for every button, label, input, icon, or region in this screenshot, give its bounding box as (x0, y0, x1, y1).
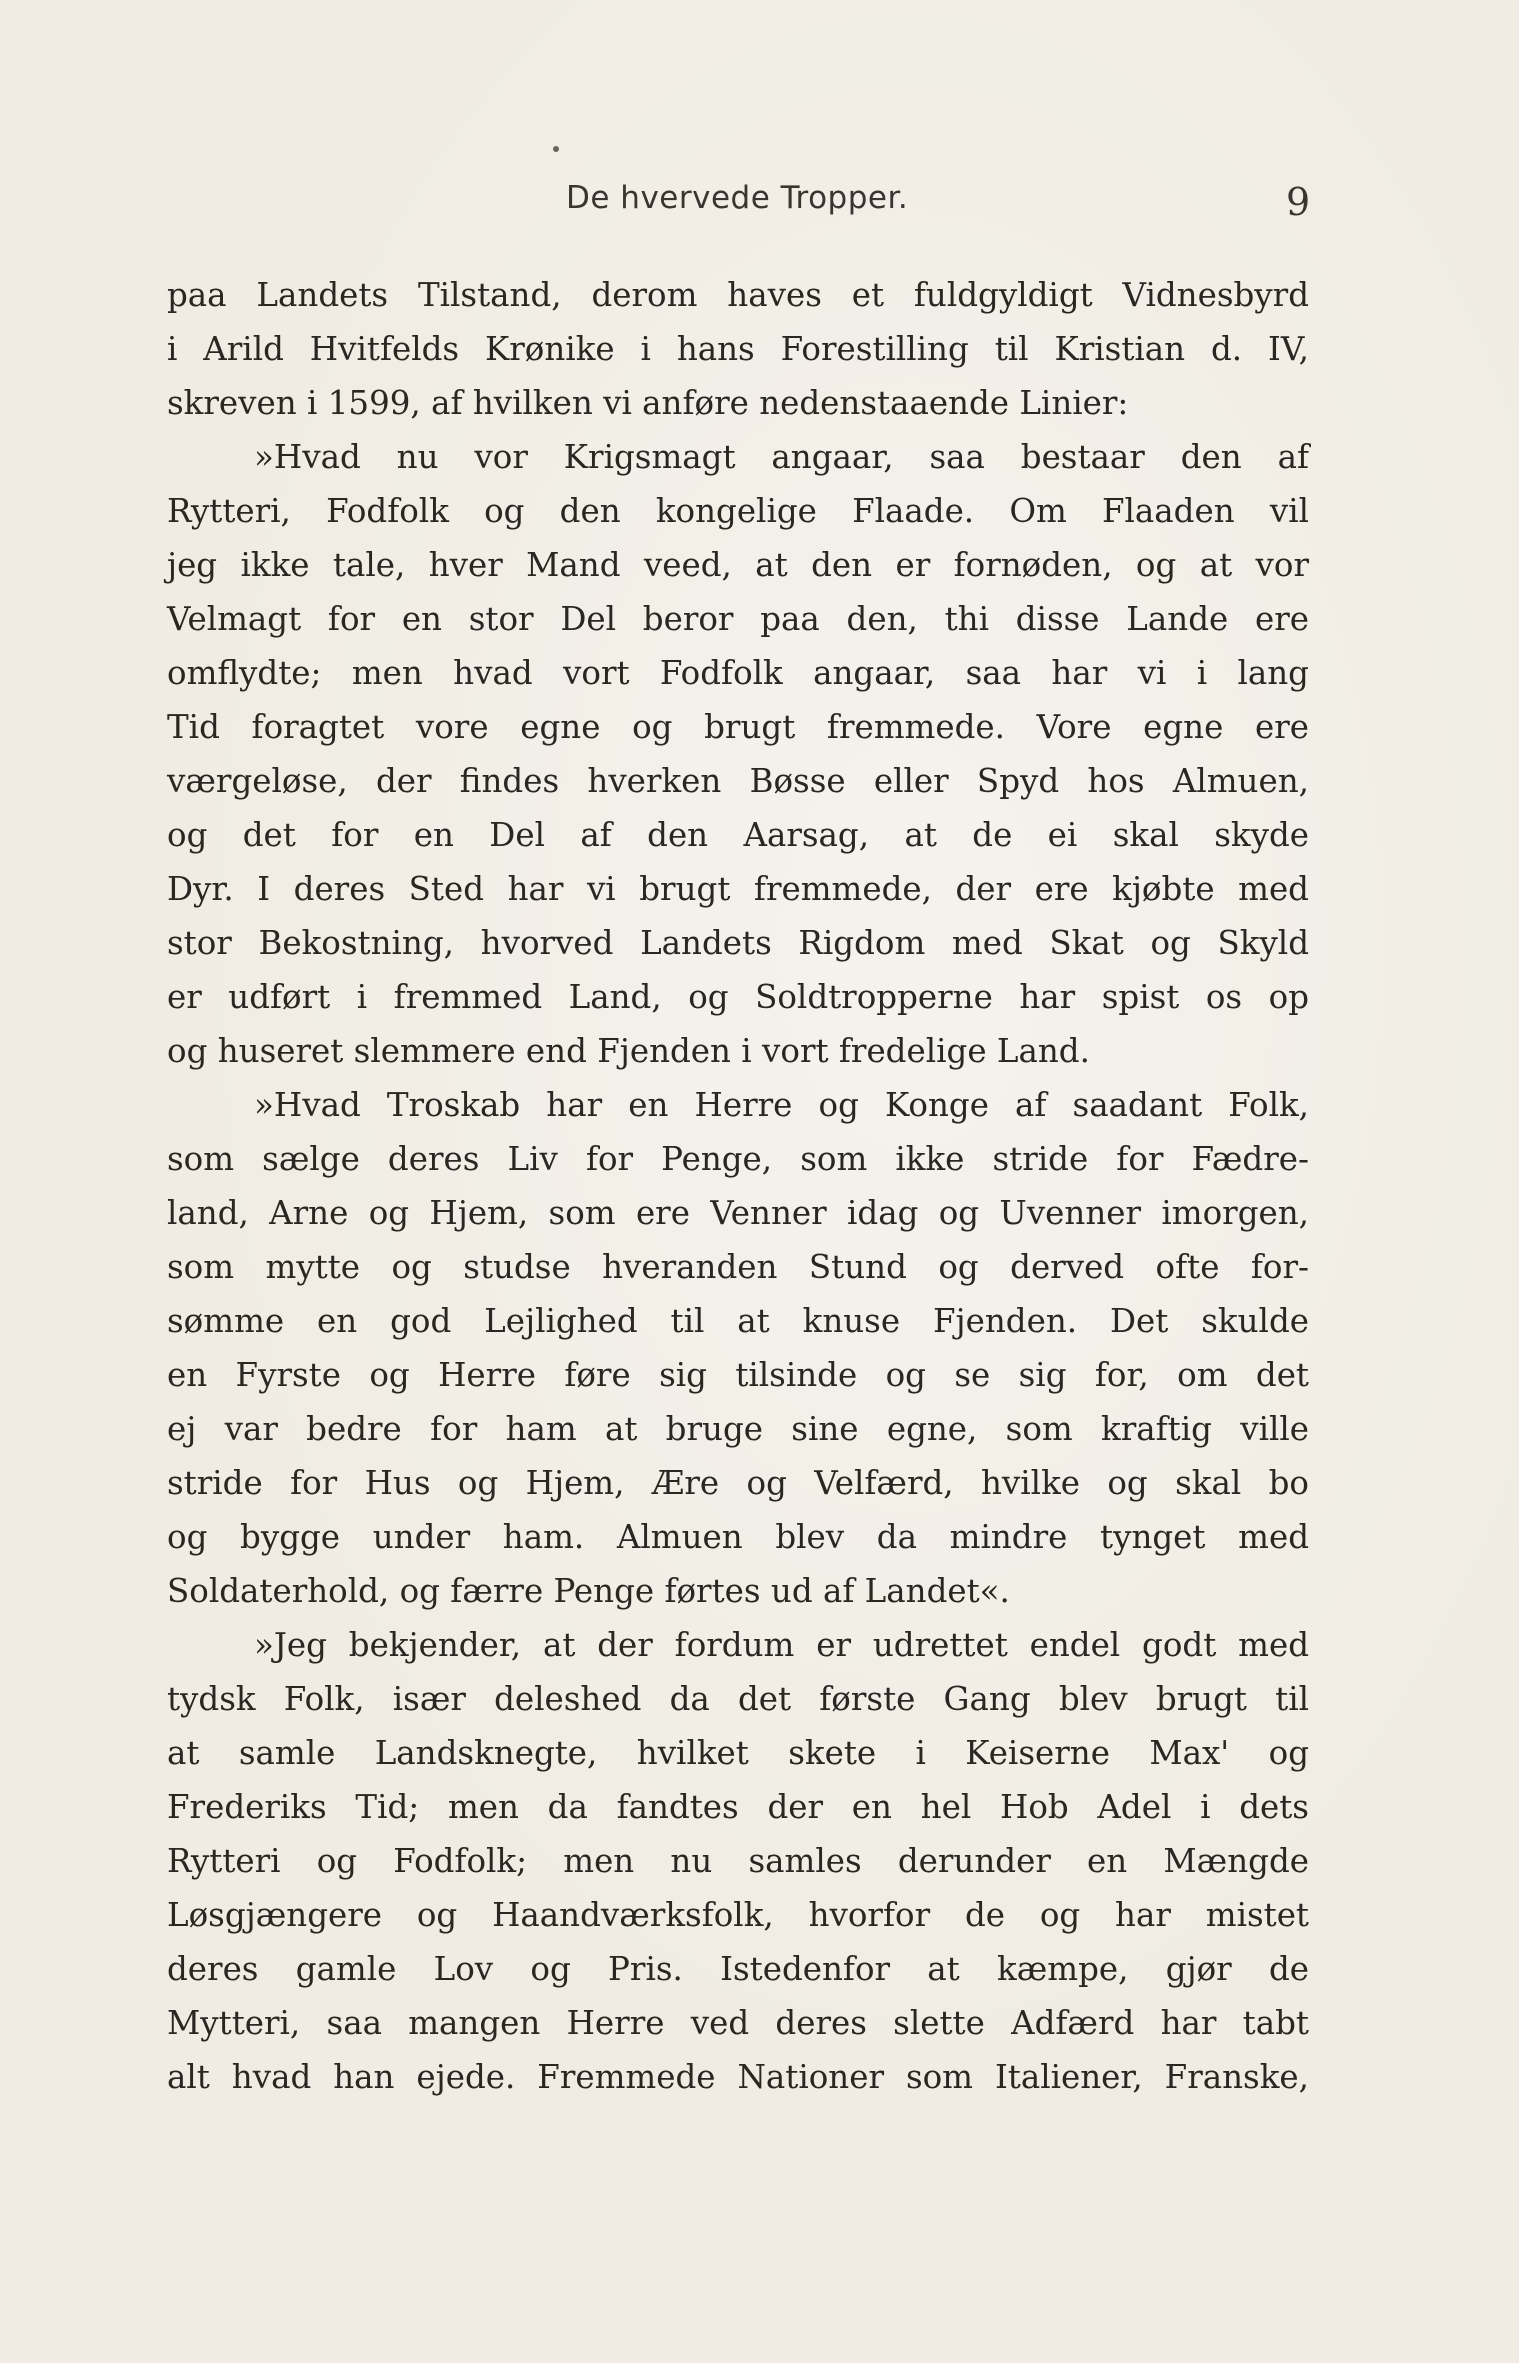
text-line: »Hvad Troskab har en Herre og Konge af saadant Folk, (254, 1086, 1309, 1124)
text-line: paa Landets Tilstand, derom haves et fuldgyldigt Vidnesbyrd (167, 276, 1309, 314)
text-line: som mytte og studse hveranden Stund og derved ofte for- (167, 1248, 1309, 1286)
text-line: at samle Landsknegte, hvilket skete i Keiserne Max' og (167, 1734, 1309, 1772)
text-line: stride for Hus og Hjem, Ære og Velfærd, hvilke og skal bo (167, 1464, 1309, 1502)
page-number: 9 (1286, 180, 1311, 224)
text-line: Løsgjængere og Haandværksfolk, hvorfor de og har mistet (167, 1896, 1309, 1934)
text-line: Frederiks Tid; men da fandtes der en hel Hob Adel i dets (167, 1788, 1309, 1826)
ink-speck (553, 146, 559, 152)
text-line: Rytteri og Fodfolk; men nu samles derunder en Mængde (167, 1842, 1309, 1880)
text-line: alt hvad han ejede. Fremmede Nationer som Italiener, Franske, (167, 2058, 1309, 2096)
text-line: omflydte; men hvad vort Fodfolk angaar, saa har vi i lang (167, 654, 1309, 692)
text-line: Velmagt for en stor Del beror paa den, thi disse Lande ere (167, 600, 1309, 638)
text-line: og huseret slemmere end Fjenden i vort fredelige Land. (167, 1032, 1090, 1070)
text-line: og det for en Del af den Aarsag, at de ei skal skyde (167, 816, 1309, 854)
text-line: Mytteri, saa mangen Herre ved deres slette Adfærd har tabt (167, 2004, 1309, 2042)
text-line: er udført i fremmed Land, og Soldtropperne har spist os op (167, 978, 1309, 1016)
text-line: »Hvad nu vor Krigsmagt angaar, saa bestaar den af (254, 438, 1309, 476)
text-line: deres gamle Lov og Pris. Istedenfor at kæmpe, gjør de (167, 1950, 1309, 1988)
text-line: Rytteri, Fodfolk og den kongelige Flaade. Om Flaaden vil (167, 492, 1309, 530)
text-line: værgeløse, der findes hverken Bøsse eller Spyd hos Almuen, (167, 762, 1309, 800)
text-line: en Fyrste og Herre føre sig tilsinde og se sig for, om det (167, 1356, 1309, 1394)
text-line: tydsk Folk, især deleshed da det første Gang blev brugt til (167, 1680, 1309, 1718)
text-line: jeg ikke tale, hver Mand veed, at den er fornøden, og at vor (167, 546, 1309, 584)
text-line: Tid foragtet vore egne og brugt fremmede. Vore egne ere (167, 708, 1309, 746)
text-line: som sælge deres Liv for Penge, som ikke stride for Fædre- (167, 1140, 1309, 1178)
text-line: land, Arne og Hjem, som ere Venner idag og Uvenner imorgen, (167, 1194, 1309, 1232)
running-title: De hvervede Tropper. (566, 180, 909, 216)
text-line: Soldaterhold, og færre Penge førtes ud af Landet«. (167, 1572, 1010, 1610)
text-line: stor Bekostning, hvorved Landets Rigdom med Skat og Skyld (167, 924, 1309, 962)
text-line: skreven i 1599, af hvilken vi anføre nedenstaaende Linier: (167, 384, 1129, 422)
text-line: i Arild Hvitfelds Krønike i hans Forestilling til Kristian d. IV, (167, 330, 1309, 368)
text-line: Dyr. I deres Sted har vi brugt fremmede, der ere kjøbte med (167, 870, 1309, 908)
page-header (0, 176, 1519, 236)
text-line: og bygge under ham. Almuen blev da mindre tynget med (167, 1518, 1309, 1556)
body-text (167, 268, 1309, 2104)
text-line: ej var bedre for ham at bruge sine egne, som kraftig ville (167, 1410, 1309, 1448)
text-line: »Jeg bekjender, at der fordum er udrettet endel godt med (254, 1626, 1309, 1664)
text-line: sømme en god Lejlighed til at knuse Fjenden. Det skulde (167, 1302, 1309, 1340)
